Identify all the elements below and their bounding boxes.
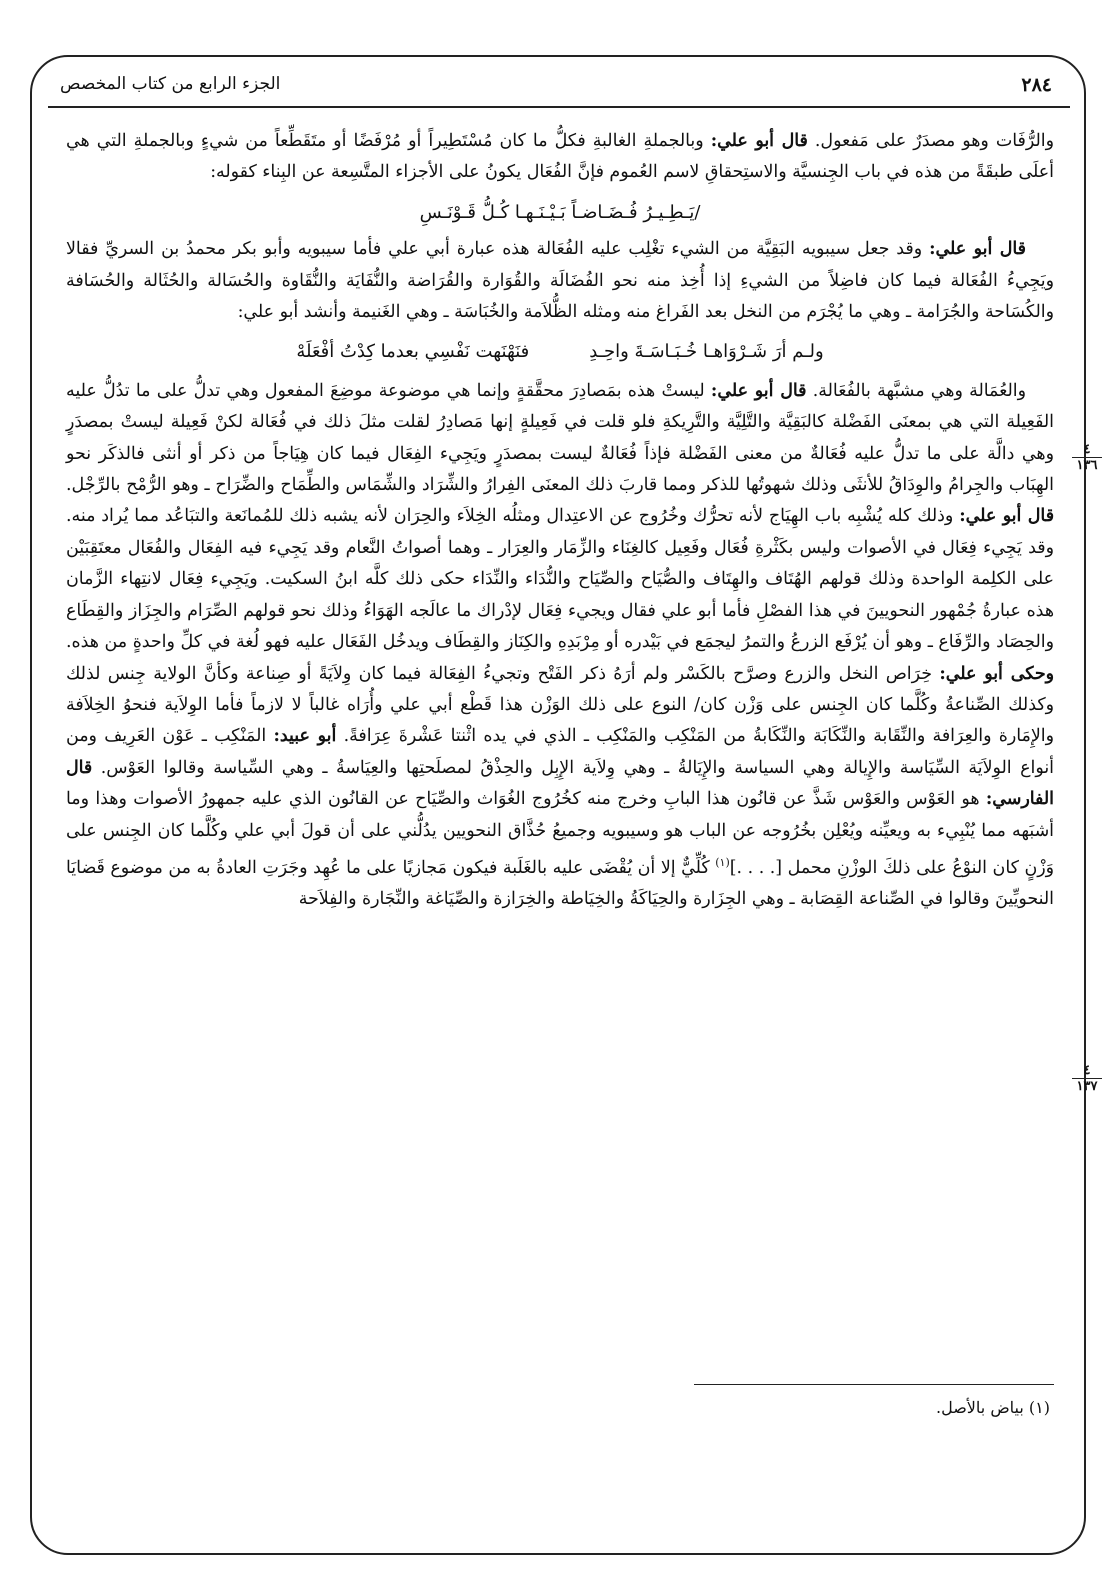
speaker-label: أبو عبيد: [273,726,337,747]
page-number: ٢٨٤ [1021,74,1052,96]
verse-2-second-hemistich: فنَهْنَهت نَفْسِي بعدما كِدْتُ أفْعَلَهْ [296,341,530,363]
verse-2-first-hemistich: ولـم أرَ شَـرْوَاهـا خُـبَـاسَـةَ واحِـدِ [589,341,824,363]
margin-reference-2: ٤ ١٣٧ [1072,1063,1102,1094]
verse-1: /يَـطِـيـرُ فُـضَـاضـاً بَـيْـنَـهـا كُـلُّ قَـوْنَـسِ [419,201,701,223]
page-header [48,66,1070,108]
footnote-separator [694,1384,1054,1385]
speaker-label: قال أبو علي: [710,380,807,401]
speaker-label: قال أبو علي: [710,131,808,151]
book-title: الجزء الرابع من كتاب المخصص [60,74,281,94]
footnote-text: بياض بالأصل. [935,1398,1024,1417]
speaker-label: قال أبو علي: [959,506,1055,527]
speaker-label: وحكى أبو علي: [939,663,1054,684]
paragraph-1: والرُّفَات وهو مصدَرٌ على مَفعول. قال أبو علي: وبالجملةِ الغالبةِ فكلُّ ما كان مُسْتَطِيراً أو مُرْفَضًا أو متَقَطِّعاً من شيءٍ وبالجملةِ التي هي أعلَى طبقَةً من هذه في باب الجِنسيَّة والاستِحقاقِ لاسم العُموم فإنَّ الفُعَال يكونُ على الأجزاء المتَّسِعة عن البِناء كقوله: [66,131,1054,183]
footnote-number: (١) [1028,1398,1050,1417]
speaker-label: قال الفارسي: [66,757,1054,810]
lacuna-marker: [. . . .] [729,857,783,878]
footnote-reference[interactable]: (١) [715,855,730,869]
paragraph-2: قال أبو علي: وقد جعل سيبويه البَقِيَّة من الشيء تغْلِب عليه الفُعَالة هذه عبارة أبي علي فأما سيبويه وأبو بكر محمدُ بن السريِّ فقالا ويَجِيءُ الفُعَالة فيما كان فاضِلاً من الشيءِ إذا أُخِذ منه نحو الفُضَالَة والقُوَارة والقُرَاضة والنُّفَايَة والنُّقَاوة والحُسَالة والحُثَالة والحُسَافة والكُسَاحة والجُرَامة ـ وهي ما يُجْرَم من النخل بعد الفَراغ منه ومثله الظُّلاَمة والخُبَاسَة ـ وهي الغَنيمة وأنشد أبو علي: [66,239,1054,323]
verse-2 [66,336,1054,367]
speaker-label: قال أبو علي: [929,239,1026,260]
footnote [936,1398,1050,1417]
paragraph-3: والعُمَالة وهي مشبَّهة بالفُعَالة. قال أبو علي: ليستْ هذه بمَصادِرَ محقَّقةٍ وإنما هي موضوعة موضِعَ المفعول وهي تدلُّ على ما تدُلُّ عليه الفَعِيلة التي هي بمعنَى الفَضْلة كالبَقِيَّة والتَّلِيَّة والتَّرِيكةِ فلو قلت في فَعِيلةٍ إنها مَصادِرُ لقلت مثلَ ذلك في فُعَالة لكنْ فَعِيلة ليستْ بمصدَرٍ وهي دالَّة على ما تدلُّ عليه فُعَالةٌ من معنى الفَضْلة فإذاً فُعَالةٌ ليست بمصدَرٍ ويَجِيء الفِعَال فيما كان هِيَاجاً من ذكر أو أنثى فالذكَر نحو الهِبَاب والجِرامُ والوِدَاقُ للأنثَى وذلك شهوتُها للذكر ومما قاربَ ذلك المعنَى الفِرارُ والشِّرَاد والشِّمَاس والطِّمَاح والضِّرَاح ـ وهو الرُّمْح بالرِّجْل. قال أبو علي: وذلك كله يُشْبِه باب الهِيَاج لأنه تحرُّك وخُرُوج عن الاعتِدال ومثلُه الخِلاَء والحِرَان لأنه يشبه ذلك للمُمانَعة والتبَاعُد مما يُراد منه. وقد يَجِيء فِعَال في الأصوات وليس بكَثْرةِ فُعَال وفَعِيل كالغِنَاء والزِّمَار والعِرَار ـ وهما أصواتُ النَّعام وقد يَجِيء فيه الفِعَال والفُعَال معتَقِبَيْن على الكلِمة الواحدة وذلك قولهم الهُتَاف والهِتَاف والصُّيَاح والصِّيَاح والنُّدَاء والنِّدَاء حكى ذلك كلَّه ابنُ السكيت. ويَجِيء فِعَال لانتِهاء الزَّمان هذه عبارةُ جُمْهور النحويينَ في هذا الفصْلِ فأما أبو علي فقال ويجيء فِعَال لإدْراك ما عالَجه الهَوَاءُ وذلك نحو قولهم الصِّرَام والجِزَاز والقِطَاع والحِصَاد والرِّفَاع ـ وهو أن يُرْفَع الزرعُ والتمرُ ليجمَع في بَيْدره أو مِرْبَدِهِ والكِنَاز والقِطَاف ويدخُل الفَعَال عليه فهو لُغة في كلِّ واحدةٍ من هذه. وحكى أبو علي: خِرَاص النخل والزرع وصرَّح بالكَسْر ولم أرَهُ ذكر الفَتْح وتجيءُ الفِعَالة فيما كان وِلاَيَةً أو صِناعة وكأنَّ الولاية جِنس لذلك وكذلك الصِّناعةُ وكُلَّما كان الجِنس على وَزْن كان/ النوع على ذلك الوَزْن هذا قَطْع أبي علي وأُرَاه غالباً لا لازماً فأما الوِلاَية فنحوُ الخِلاَفة والإِمَارة والعِرَافة والنِّقَابة والنِّكَابَة والنِّكَابةُ من المَنْكِب والمَنْكِب ـ الذي في يده اثْنتا عَشْرةَ عِرَافةً. أبو عبيد: المَنْكِب ـ عَوْن العَرِيف ومن أنواع الوِلاَيَة السِّيَاسة والإِيالة وهي السياسة والإِيَالةُ ـ وهي وِلاَية الإِبِل والحِذْقُ لمصلَحتِها والعِيَاسةُ ـ وهي السِّياسة وقالوا العَوْس. قال الفارسي: هو العَوْس والعَوْس شَذَّ عن قانُون هذا البابِ وخرج منه كخُرُوج الغُوَاث والصِّيَاح عن القانُون الذي عليه جمهورُ الأصوات وهذا وما أشبَهه مما يُنْبِيء به ويعيِّنه ويُعْلِن بخُرُوجه عن الباب هو وسيبويه وجميعُ حُذَّاق النحويين يدُلُّني على أن قولَ أبي علي وكُلَّما كان الجِنس على وَزْنٍ كان النوْعُ على ذلكَ الوزْنِ محمل [. . . .]$^{(١)}$ كُلِّيٌّ إلا أن يُقْضَى عليه بالغَلَبة فيكون مَجازيًا على ما عُهِد وجَرَتِ العادةُ به من موضوع قَضايَا النحويِّينَ وقالوا في الصِّناعة القِصَابة ـ وهي الجِزَارة والحِيَاكَةُ والخِيَاطة والخِرَازة والصِّيَاغة والنِّجَارة والفِلاَحة [66,380,1055,910]
margin-reference-1: ٤ ١٣٦ [1072,442,1102,473]
main-text [66,126,1054,916]
